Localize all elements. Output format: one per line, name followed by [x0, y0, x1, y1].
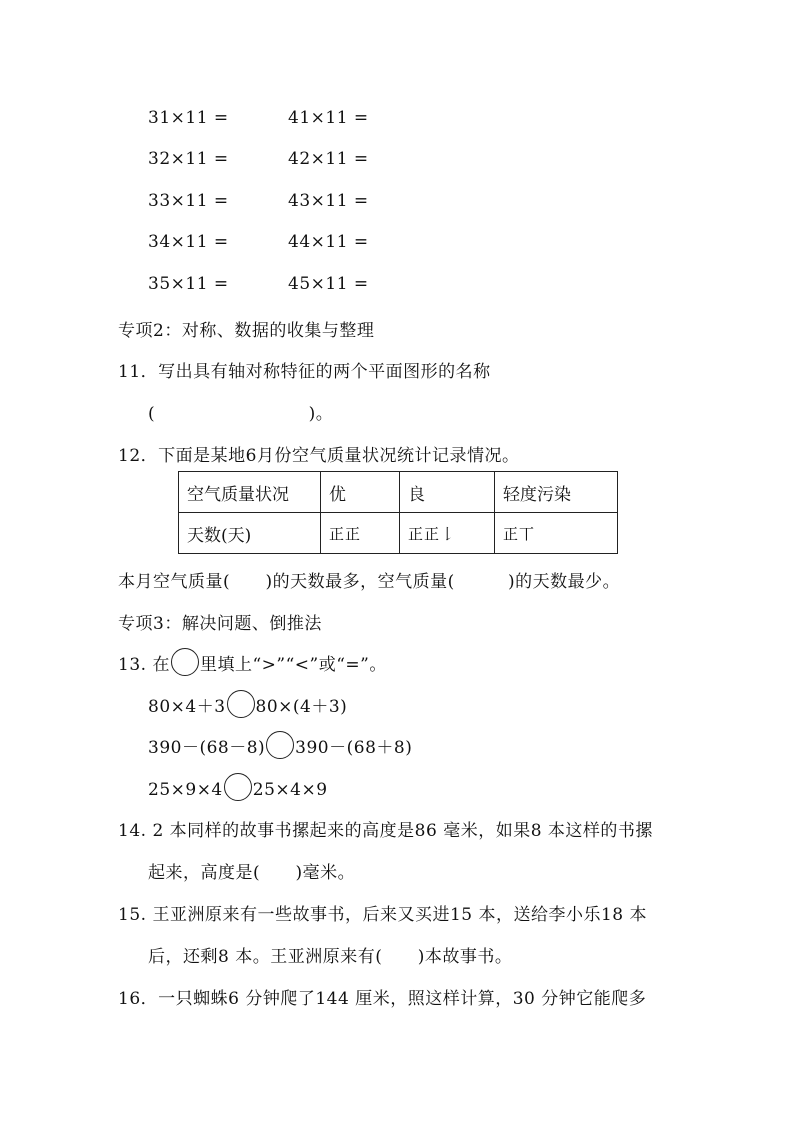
compare-row-3	[148, 773, 328, 801]
section-2-title: 专项2：对称、数据的收集与整理	[118, 321, 375, 341]
compare-right: 25×4×9	[252, 780, 328, 800]
question-11: 11．写出具有轴对称特征的两个平面图形的名称	[118, 362, 491, 382]
calc-42: 42×11 =	[288, 149, 369, 169]
calc-43: 43×11 =	[288, 191, 369, 211]
table-row-label: 天数(天)	[179, 513, 321, 554]
calc-33: 33×11 =	[148, 191, 229, 211]
table-header-row	[179, 472, 618, 513]
question-13-prefix: 13. 在	[118, 655, 170, 675]
question-14-line-2: 起来，高度是( )毫米。	[148, 863, 356, 883]
table-header-excellent: 优	[321, 472, 400, 513]
tally-excellent: 正正	[321, 513, 400, 554]
compare-row-2	[148, 731, 412, 759]
question-11-answer-blank[interactable]: ( )。	[148, 404, 334, 424]
compare-left: 80×4＋3	[148, 697, 226, 717]
compare-left: 25×9×4	[148, 780, 223, 800]
compare-right: 80×(4＋3)	[255, 697, 348, 717]
table-header-status: 空气质量状况	[179, 472, 321, 513]
calc-45: 45×11 =	[288, 274, 369, 294]
compare-left: 390－(68－8)	[148, 738, 266, 758]
question-12: 12．下面是某地6月份空气质量状况统计记录情况。	[118, 446, 520, 466]
air-quality-table	[178, 471, 618, 554]
calc-34: 34×11 =	[148, 232, 229, 252]
section-3-title: 专项3：解决问题、倒推法	[118, 614, 322, 634]
question-12-answer: 本月空气质量( )的天数最多，空气质量( )的天数最少。	[118, 572, 621, 592]
calc-32: 32×11 =	[148, 149, 229, 169]
compare-right: 390－(68＋8)	[295, 738, 413, 758]
compare-circle-input[interactable]	[227, 690, 255, 718]
circle-icon	[171, 648, 199, 676]
calc-44: 44×11 =	[288, 232, 369, 252]
tally-good: 正正𠄌	[400, 513, 495, 554]
table-row	[179, 513, 618, 554]
tally-light-pollution: 正丅	[495, 513, 618, 554]
calc-31: 31×11 =	[148, 108, 229, 128]
question-14-line-1: 14. 2 本同样的故事书摞起来的高度是86 毫米，如果8 本这样的书摞	[118, 821, 653, 841]
calc-35: 35×11 =	[148, 274, 229, 294]
question-15-line-1: 15. 王亚洲原来有一些故事书，后来又买进15 本，送给李小乐18 本	[118, 905, 648, 925]
table-header-good: 良	[400, 472, 495, 513]
question-13-suffix: 里填上“>”“<”或“=”。	[199, 655, 387, 675]
question-15-line-2: 后，还剩8 本。王亚洲原来有( )本故事书。	[148, 947, 513, 967]
question-13	[118, 648, 387, 676]
compare-circle-input[interactable]	[224, 773, 252, 801]
compare-circle-input[interactable]	[266, 731, 294, 759]
table-header-light-pollution: 轻度污染	[495, 472, 618, 513]
calc-41: 41×11 =	[288, 108, 369, 128]
compare-row-1	[148, 690, 347, 718]
question-16-line-1: 16．一只蜘蛛6 分钟爬了144 厘米，照这样计算，30 分钟它能爬多	[118, 989, 647, 1009]
